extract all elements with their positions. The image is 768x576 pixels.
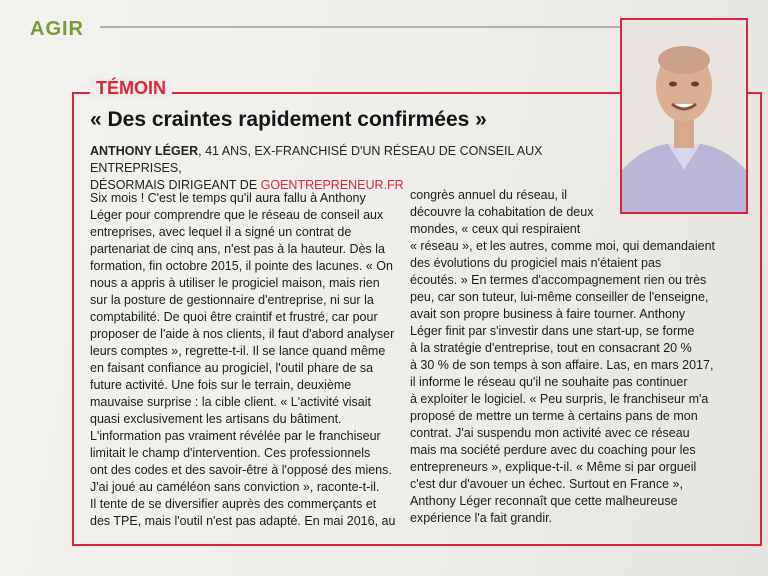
portrait-photo [620, 18, 748, 214]
column2-line: avait son propre business à faire tourner. Anthony [410, 307, 686, 321]
column2-line: à la stratégie d'entreprise, tout en consacrant 20 % [410, 341, 692, 355]
testimony-tag: TÉMOIN [90, 78, 172, 99]
column1-line: proposer de l'aide à nos clients, il faut d'abord analyser [90, 327, 395, 341]
author-bio-1: , 41 ANS, EX-FRANCHISÉ D'UN RÉSEAU DE CONSEIL AUX ENTREPRISES, [90, 144, 543, 175]
column2-line: découvre la cohabitation de deux [410, 205, 594, 219]
column1-line: des TPE, mais l'outil n'est pas adapté. En mai 2016, au [90, 514, 396, 528]
column1-line: ont des codes et des savoir-être à l'opposé des miens. [90, 463, 392, 477]
column1-line: nous a appris à utiliser le progiciel maison, mais rien [90, 276, 380, 290]
column1-line: Il tente de se diversifier auprès des commerçants et [90, 497, 377, 511]
column1-line: quasi exclusivement les artisans du bâtiment. [90, 412, 342, 426]
column2-line: expérience l'a fait grandir. [410, 511, 553, 525]
author-name: ANTHONY LÉGER [90, 144, 199, 158]
column1-line: entreprises, avec lequel il a signé un contrat de [90, 225, 352, 239]
column1-line: leurs comptes », regrette-t-il. Il se lance quand même [90, 344, 386, 358]
author-site: GOENTREPRENEUR.FR [260, 178, 404, 192]
section-label: AGIR [30, 18, 84, 40]
column1-line: formation, fin octobre 2015, il pointe des lacunes. « On [90, 259, 393, 273]
column2-line: mondes, « ceux qui respiraient [410, 222, 581, 236]
column1-line: mauvaise surprise : la cible client. « L'activité visait [90, 395, 371, 409]
column1-line: J'ai joué au caméléon sans conviction », raconte-t-il. [90, 480, 380, 494]
top-rule [100, 26, 660, 28]
headline: « Des craintes rapidement confirmées » [90, 108, 487, 131]
article-column-1 [90, 190, 396, 530]
column1-line: en faisant confiance au progiciel, l'outil phare de sa [90, 361, 374, 375]
column2-line: congrès annuel du réseau, il [410, 188, 568, 202]
article-column-2 [410, 187, 740, 527]
column2-line: Anthony Léger reconnaît que cette malheureuse [410, 494, 678, 508]
column2-line: à exploiter le logiciel. « Peu surpris, le franchiseur m'a [410, 392, 709, 406]
column2-line: il informe le réseau qu'il ne souhaite pas continuer [410, 375, 688, 389]
column2-line: c'est dur d'avouer un échec. Surtout en France », [410, 477, 683, 491]
column1-line: Six mois ! C'est le temps qu'il aura fallu à Anthony [90, 191, 366, 205]
column1-line: partenariat de cinq ans, n'est pas à la hauteur. Dès la [90, 242, 385, 256]
column1-line: comptabilité. De quoi être craintif et frustré, car pour [90, 310, 378, 324]
column1-line: sur la posture de gestionnaire d'entreprise, ni sur la [90, 293, 374, 307]
column2-line: Léger finit par s'investir dans une start-up, se forme [410, 324, 695, 338]
column2-line: contrat. J'ai suspendu mon activité avec ce réseau [410, 426, 690, 440]
column1-line: future activité. Une fois sur le terrain, deuxième [90, 378, 352, 392]
portrait-photo-icon [622, 20, 746, 212]
column1-line: Léger pour comprendre que le réseau de conseil aux [90, 208, 384, 222]
author-bio-2: DÉSORMAIS DIRIGEANT DE [90, 178, 261, 192]
column2-line: écoutés. » En termes d'accompagnement rien ou très [410, 273, 707, 287]
column2-line: mais ma société perdure avec du coaching pour les [410, 443, 696, 457]
column2-line: à 30 % de son temps à son affaire. Las, en mars 2017, [410, 358, 714, 372]
column2-line: entrepreneurs », explique-t-il. « Même si par orgueil [410, 460, 697, 474]
column1-line: limitait le champ d'intervention. Ces professionnels [90, 446, 371, 460]
column2-line: proposé de mettre un terme à certains pans de mon [410, 409, 698, 423]
column2-line: des évolutions du progiciel mais n'étaient pas [410, 256, 662, 270]
column1-line: L'information pas vraiment révélée par le franchiseur [90, 429, 381, 443]
column2-line: « réseau », et les autres, comme moi, qui demandaient [410, 239, 716, 253]
column2-line: peu, car son tuteur, lui-même conseiller de l'enseigne, [410, 290, 709, 304]
